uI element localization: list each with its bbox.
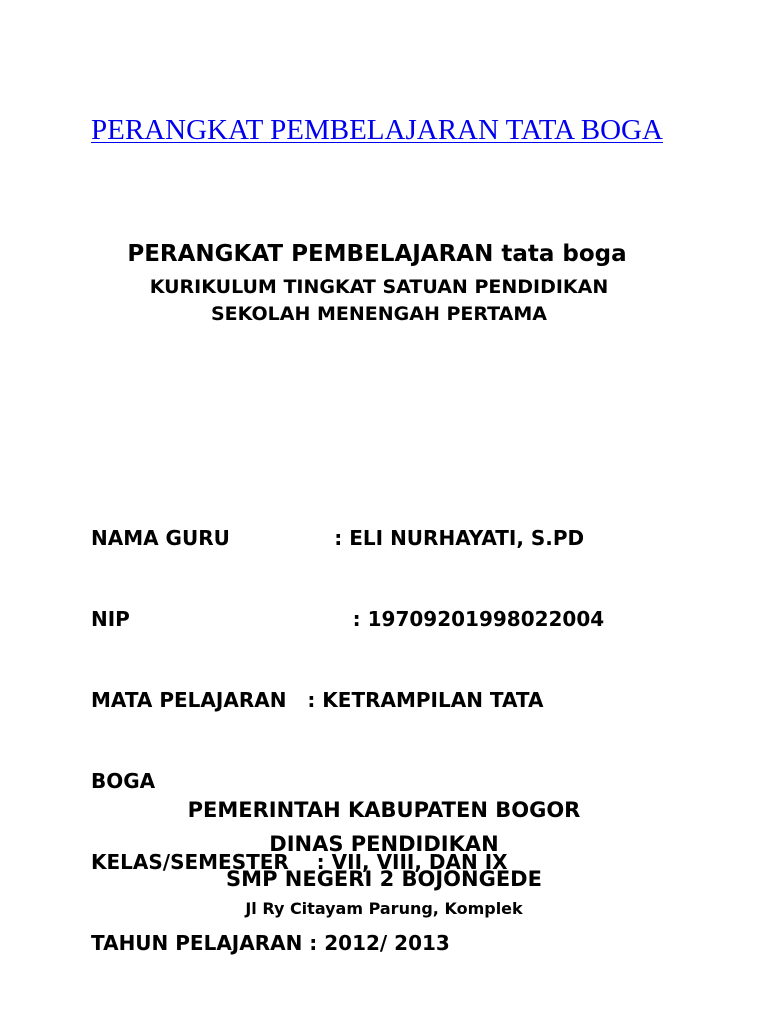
heading-main: PERANGKAT PEMBELAJARAN tata boga [127, 241, 627, 267]
heading-school-level: SEKOLAH MENENGAH PERTAMA [211, 303, 547, 325]
info-row-nip: NIP : 19709201998022004 [91, 607, 605, 631]
info-row-subject-continued: BOGA [91, 769, 156, 793]
info-row-subject: MATA PELAJARAN : KETRAMPILAN TATA [91, 688, 544, 712]
info-row-teacher-name: NAMA GURU : ELI NURHAYATI, S.PD [91, 526, 585, 550]
footer-department: DINAS PENDIDIKAN [269, 832, 499, 856]
info-row-academic-year: TAHUN PELAJARAN : 2012/ 2013 [91, 931, 450, 955]
teacher-info-block [91, 471, 711, 1011]
heading-curriculum: KURIKULUM TINGKAT SATUAN PENDIDIKAN [149, 276, 609, 298]
footer-government: PEMERINTAH KABUPATEN BOGOR [187, 798, 581, 822]
footer-address: Jl Ry Citayam Parung, Komplek [245, 899, 523, 918]
footer-school-name: SMP NEGERI 2 BOJONGEDE [226, 867, 542, 891]
info-row-class-semester: KELAS/SEMESTER : VII, VIII, DAN IX [91, 850, 508, 874]
document-title-link[interactable]: PERANGKAT PEMBELAJARAN TATA BOGA [91, 114, 663, 146]
